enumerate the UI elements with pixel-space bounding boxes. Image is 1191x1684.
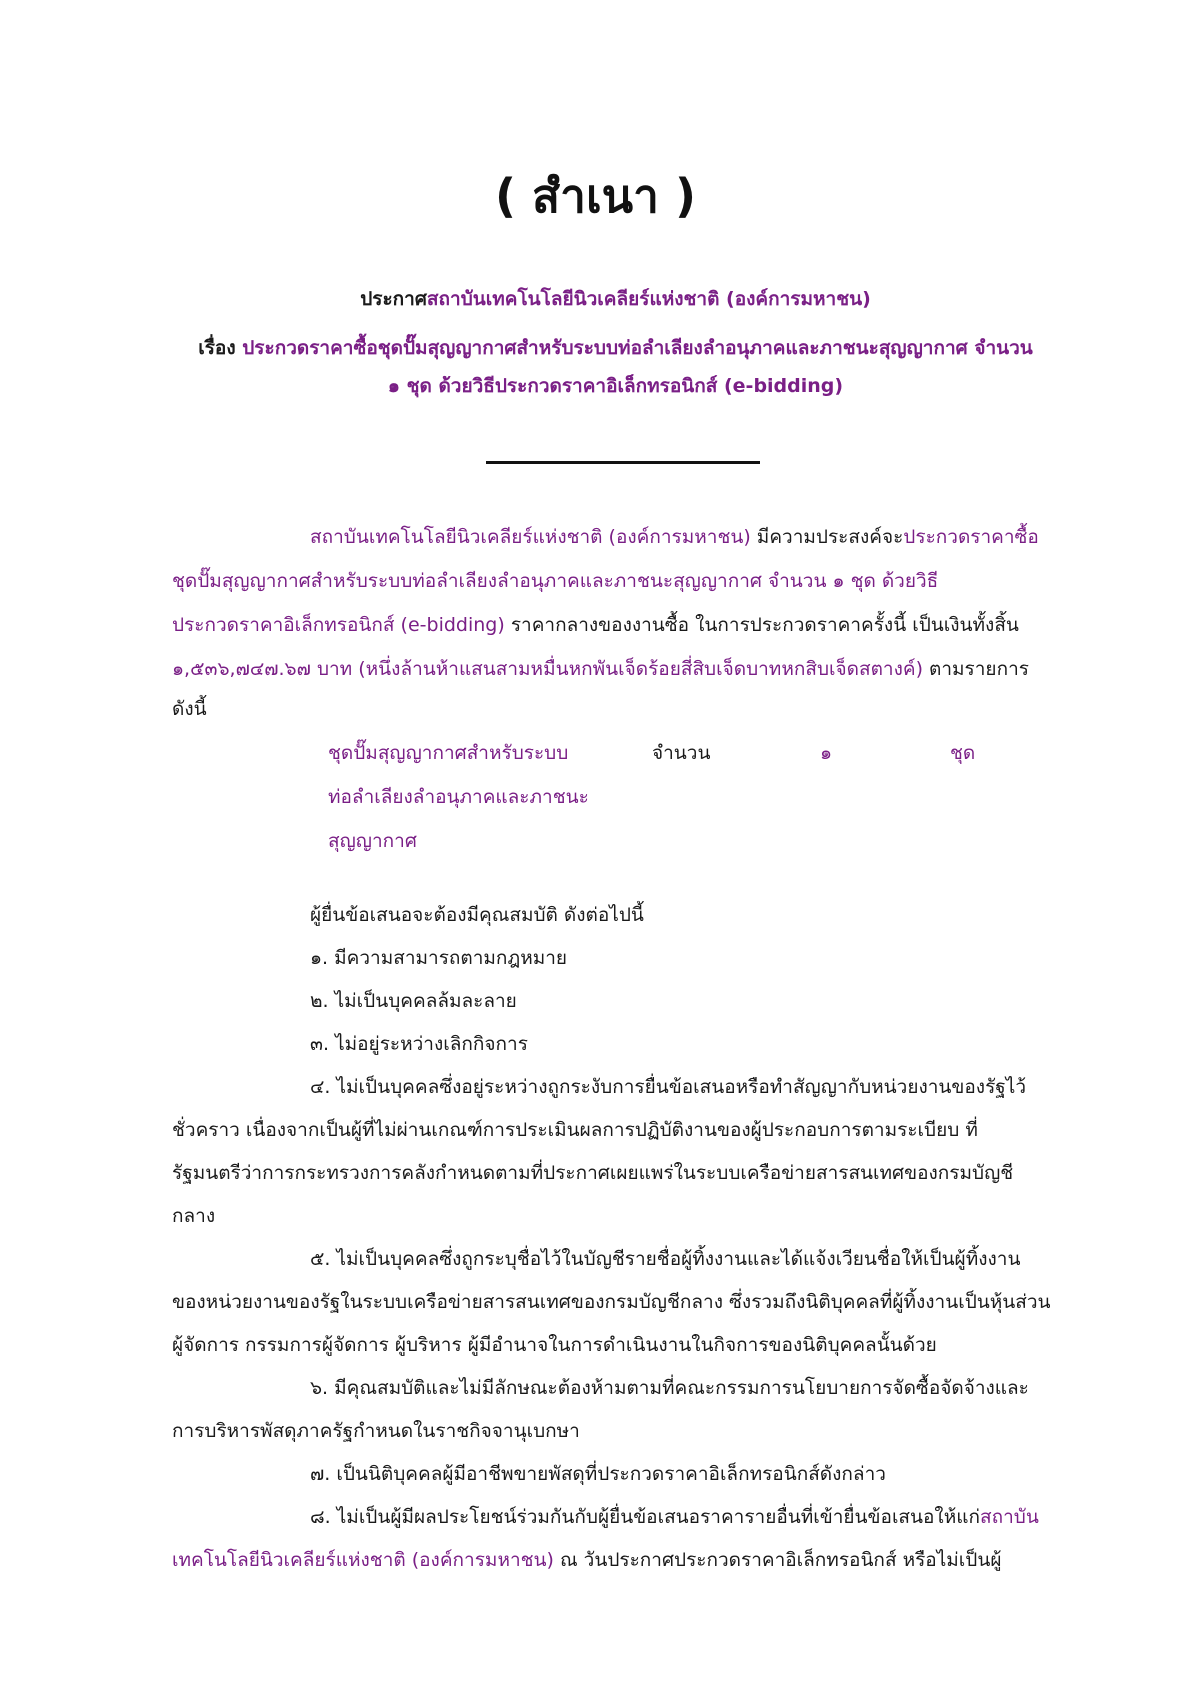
qualifications-intro: ผู้ยื่นข้อเสนอจะต้องมีคุณสมบัติ ดังต่อไปนี้ — [310, 904, 644, 926]
intro-mid: มีความประสงค์จะ — [750, 526, 904, 548]
qualification-8-org-b: เทคโนโลยีนิวเคลียร์แห่งชาติ (องค์การมหาชน) — [172, 1549, 554, 1571]
intro-line-3 — [172, 610, 1019, 640]
item-unit: ชุด — [950, 742, 976, 764]
qualification-8-org-a: สถาบัน — [979, 1506, 1039, 1528]
qualification-4-line-1: ๔. ไม่เป็นบุคคลซึ่งอยู่ระหว่างถูกระงับการยื่นข้อเสนอหรือทำสัญญากับหน่วยงานของรัฐไว้ — [310, 1076, 1026, 1098]
intro-end: ประกวดราคาซื้อ — [903, 526, 1039, 548]
intro-line-1 — [310, 522, 1039, 552]
qualification-8-text-a: ๘. ไม่เป็นผู้มีผลประโยชน์ร่วมกันกับผู้ยื่นข้อเสนอราคารายอื่นที่เข้ายื่นข้อเสนอให้แก่ — [310, 1506, 980, 1528]
qualification-8-text-b: ณ วันประกาศประกวดราคาอิเล็กทรอนิกส์ หรือไม่เป็นผู้ — [553, 1549, 1002, 1571]
qualification-5-line-1: ๕. ไม่เป็นบุคคลซึ่งถูกระบุชื่อไว้ในบัญชีรายชื่อผู้ทิ้งงานและได้แจ้งเวียนชื่อให้เป็นผู้ทิ้งงาน — [310, 1248, 1021, 1270]
announcement-subject — [150, 329, 1081, 405]
subject-line1: ประกวดราคาซื้อชุดปั๊มสุญญากาศสำหรับระบบท่อลำเลียงลำอนุภาคและภาชนะสุญญากาศ จำนวน — [242, 337, 1033, 359]
qualification-2: ๒. ไม่เป็นบุคคลล้มละลาย — [310, 990, 517, 1012]
qualification-4-line-3: รัฐมนตรีว่าการกระทรวงการคลังกำหนดตามที่ประกาศเผยแพร่ในระบบเครือข่ายสารสนเทศของกรมบัญชี — [172, 1162, 1014, 1184]
qualification-1: ๑. มีความสามารถตามกฎหมาย — [310, 947, 568, 969]
title-divider — [486, 461, 760, 464]
item-name-1: ชุดปั๊มสุญญากาศสำหรับระบบ — [328, 742, 569, 764]
item-qty: ๑ — [820, 742, 833, 764]
intro-org: สถาบันเทคโนโลยีนิวเคลียร์แห่งชาติ (องค์การมหาชน) — [310, 526, 751, 548]
qualification-6-line-2: การบริหารพัสดุภาครัฐกำหนดในราชกิจจานุเบกษา — [172, 1420, 580, 1442]
item-qty-label: จำนวน — [652, 742, 711, 764]
intro-method: ประกวดราคาอิเล็กทรอนิกส์ (e-bidding) — [172, 614, 505, 636]
qualification-7: ๗. เป็นนิติบุคคลผู้มีอาชีพขายพัสดุที่ประกวดราคาอิเล็กทรอนิกส์ดังกล่าว — [310, 1463, 886, 1485]
qualification-3: ๓. ไม่อยู่ระหว่างเลิกกิจการ — [310, 1033, 528, 1055]
subject-prefix: เรื่อง — [198, 337, 243, 359]
intro-line-2: ชุดปั๊มสุญญากาศสำหรับระบบท่อลำเลียงลำอนุภาคและภาชนะสุญญากาศ จำนวน ๑ ชุด ด้วยวิธี — [172, 570, 939, 592]
announcement-title — [150, 280, 1081, 318]
qualification-6-line-1: ๖. มีคุณสมบัติและไม่มีลักษณะต้องห้ามตามที่คณะกรรมการนโยบายการจัดซื้อจัดจ้างและ — [310, 1377, 1029, 1399]
qualification-5-line-2: ของหน่วยงานของรัฐในระบบเครือข่ายสารสนเทศของกรมบัญชีกลาง ซึ่งรวมถึงนิติบุคคลที่ผู้ทิ้งงานเป็นหุ้นส่วน — [172, 1291, 1051, 1313]
intro-amount: ๑,๕๓๖,๗๔๗.๖๗ บาท (หนึ่งล้านห้าแสนสามหมื่นหกพันเจ็ดร้อยสี่สิบเจ็ดบาทหกสิบเจ็ดสตางค์) — [172, 658, 923, 680]
qualification-8-line-2 — [172, 1545, 1001, 1575]
intro-amount-rest: ตามรายการ — [922, 658, 1029, 680]
title-org: สถาบันเทคโนโลยีนิวเคลียร์แห่งชาติ (องค์การมหาชน) — [426, 288, 871, 310]
intro-line-4 — [172, 654, 1029, 684]
item-name-2: ท่อลำเลียงลำอนุภาคและภาชนะ — [328, 786, 589, 808]
qualification-4-line-4: กลาง — [172, 1205, 216, 1227]
subject-line2: ๑ ชุด ด้วยวิธีประกวดราคาอิเล็กทรอนิกส์ (e-bidding) — [387, 375, 844, 397]
intro-price-text: ราคากลางของงานซื้อ ในการประกวดราคาครั้งนี้ เป็นเงินทั้งสิ้น — [504, 614, 1019, 636]
copy-mark: ( สำเนา ) — [495, 169, 696, 223]
item-name-3: สุญญากาศ — [328, 830, 417, 852]
qualification-5-line-3: ผู้จัดการ กรรมการผู้จัดการ ผู้บริหาร ผู้มีอำนาจในการดำเนินงานในกิจการของนิติบุคคลนั้นด้วย — [172, 1334, 937, 1356]
qualification-8-line-1 — [310, 1502, 1039, 1532]
qualification-4-line-2: ชั่วคราว เนื่องจากเป็นผู้ที่ไม่ผ่านเกณฑ์การประเมินผลการปฏิบัติงานของผู้ประกอบการตามระเบียบ ที่ — [172, 1119, 978, 1141]
intro-line-5: ดังนี้ — [172, 698, 207, 720]
title-prefix: ประกาศ — [360, 288, 427, 310]
